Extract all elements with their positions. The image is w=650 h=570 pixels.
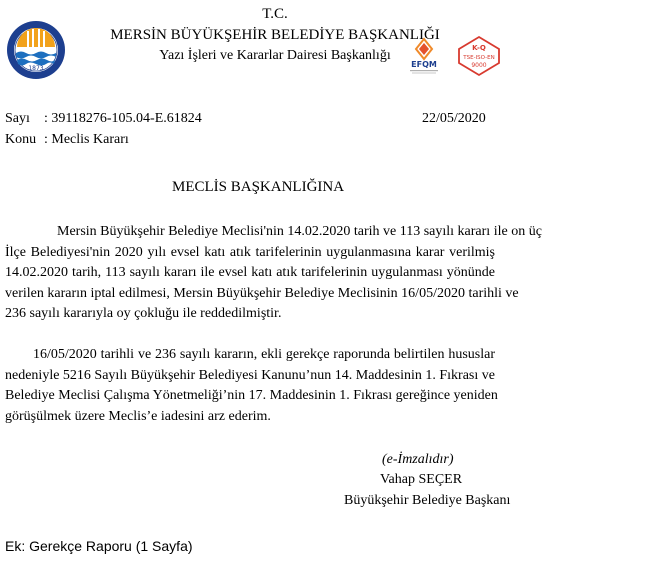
- signer-name: Vahap SEÇER: [380, 472, 463, 487]
- document-date: 22/05/2020: [422, 111, 486, 126]
- paragraph-line: nedeniyle 5216 Sayılı Büyükşehir Belediyesi Kanunu’nun 14. Maddesinin 1. Fıkrası ve: [5, 367, 495, 383]
- attachment-note: Ek: Gerekçe Raporu (1 Sayfa): [5, 538, 193, 554]
- efqm-logo: [404, 35, 444, 75]
- addressee-heading: MECLİS BAŞKANLIĞINA: [172, 179, 345, 195]
- sayi-label: Sayı: [5, 111, 30, 126]
- iso-number-text: 9000: [471, 62, 487, 69]
- header-institution: MERSİN BÜYÜKŞEHİR BELEDİYE BAŞKANLIĞI: [110, 27, 440, 43]
- seal-year: 1873: [28, 65, 44, 72]
- iso-certification-logo: [455, 35, 503, 77]
- paragraph-line: görüşülmek üzere Meclis’e iadesini arz ederim.: [5, 408, 271, 424]
- document-subject: : Meclis Kararı: [44, 132, 129, 147]
- body-paragraph-1: [5, 222, 542, 325]
- efqm-text: EFQM: [411, 60, 437, 69]
- body-paragraph-2: [5, 345, 498, 427]
- signer-title: Büyükşehir Belediye Başkanı: [344, 493, 511, 508]
- header-department: Yazı İşleri ve Kararlar Dairesi Başkanlığı: [159, 48, 391, 63]
- header-tc: T.C.: [262, 6, 288, 22]
- document-number: : 39118276-105.04-E.61824: [44, 111, 202, 126]
- iso-standard-text: TSE-ISO-EN: [463, 55, 495, 61]
- paragraph-line: verilen kararın iptal edilmesi, Mersin Büyükşehir Belediye Meclisinin 16/05/2020 tarihli ve: [5, 285, 519, 301]
- paragraph-line: 236 sayılı kararıyla oy çokluğu ile reddedilmiştir.: [5, 306, 282, 321]
- iso-kq-text: K-Q: [472, 44, 486, 52]
- municipality-seal-logo: [5, 17, 67, 83]
- konu-label: Konu: [5, 132, 37, 147]
- paragraph-line: 14.02.2020 tarih, 113 sayılı kararı ile evsel katı atık tarifelerinin uygulanması yönünde: [5, 265, 495, 280]
- paragraph-line: Mersin Büyükşehir Belediye Meclisi'nin 14.02.2020 tarih ve 113 sayılı kararı ile on üç: [57, 224, 542, 239]
- paragraph-line: 16/05/2020 tarihli ve 236 sayılı kararın, ekli gerekçe raporunda belirtilen hususlar: [33, 347, 495, 362]
- paragraph-line: Belediye Meclisi Çalışma Yönetmeliği’nin 17. Maddesinin 1. Fıkrası gereğince yeniden: [5, 388, 498, 403]
- paragraph-line: İlçe Belediyesi'nin 2020 yılı evsel katı atık tarifelerinin uygulanmasına karar verilmiş: [5, 244, 495, 260]
- e-signature-note: (e-İmzalıdır): [382, 452, 454, 467]
